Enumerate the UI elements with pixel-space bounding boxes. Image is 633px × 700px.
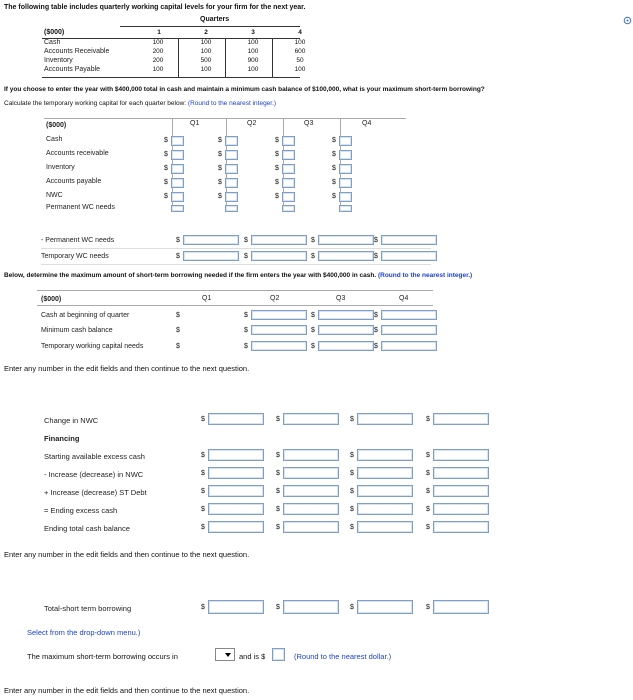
- q2-st-debt-input[interactable]: [283, 485, 339, 497]
- intro-text: The following table includes quarterly working capital levels for your firm for the next year.: [4, 4, 306, 11]
- q4-min-cash-input[interactable]: [381, 325, 437, 335]
- question-text: If you choose to enter the year with $400,000 total in cash and maintain a minimum cash balance of $100,000, what is your maximum short-term borrowing?: [4, 86, 485, 93]
- q1-change-nwc-input[interactable]: [208, 413, 264, 425]
- q1-ar-input[interactable]: [171, 150, 184, 160]
- q2-starting-excess-input[interactable]: [283, 449, 339, 461]
- q3-st-debt-input[interactable]: [357, 485, 413, 497]
- q4-temp-wc-needs-input[interactable]: [381, 341, 437, 351]
- q3-change-nwc-input[interactable]: [357, 413, 413, 425]
- q2-permanent-wc-input[interactable]: [251, 235, 307, 245]
- q4-ap-input[interactable]: [339, 178, 352, 188]
- q1-st-debt-input[interactable]: [208, 485, 264, 497]
- quarter-dropdown[interactable]: [215, 648, 235, 661]
- q2-ar-input[interactable]: [225, 150, 238, 160]
- row-label: Cash: [44, 39, 61, 46]
- q4-nwc-input[interactable]: [339, 192, 352, 202]
- q3-temp-wc-needs-input[interactable]: [318, 341, 374, 351]
- q3-min-cash-input[interactable]: [318, 325, 374, 335]
- q4-beginning-cash-input[interactable]: [381, 310, 437, 320]
- q2-total-borrowing-input[interactable]: [283, 600, 339, 614]
- q3-perm-input[interactable]: [282, 205, 295, 212]
- q4-st-debt-input[interactable]: [433, 485, 489, 497]
- q1-nwc-input[interactable]: [171, 192, 184, 202]
- q3-starting-excess-input[interactable]: [357, 449, 413, 461]
- q2-ending-excess-input[interactable]: [283, 503, 339, 515]
- q1-total-borrowing-input[interactable]: [208, 600, 264, 614]
- q4-inventory-input[interactable]: [339, 164, 352, 174]
- q2-inventory-input[interactable]: [225, 164, 238, 174]
- q3-inventory-input[interactable]: [282, 164, 295, 174]
- q2-nwc-input[interactable]: [225, 192, 238, 202]
- q4-total-borrowing-input[interactable]: [433, 600, 489, 614]
- max-sentence: The maximum short-term borrowing occurs in: [27, 652, 178, 661]
- q2-perm-input[interactable]: [225, 205, 238, 212]
- q3-cash-input[interactable]: [282, 136, 295, 146]
- row-label: Inventory: [44, 57, 73, 64]
- info-icon[interactable]: [623, 16, 632, 25]
- q2-temporary-wc-input[interactable]: [251, 251, 307, 261]
- enter-note: Enter any number in the edit fields and then continue to the next question.: [4, 364, 250, 373]
- q1-temporary-wc-input[interactable]: [183, 251, 239, 261]
- q4-nwc-change-input[interactable]: [433, 467, 489, 479]
- max-borrowing-input[interactable]: [272, 648, 285, 661]
- q4-permanent-wc-input[interactable]: [381, 235, 437, 245]
- q3-permanent-wc-input[interactable]: [318, 235, 374, 245]
- q3-ap-input[interactable]: [282, 178, 295, 188]
- q3-ar-input[interactable]: [282, 150, 295, 160]
- q4-starting-excess-input[interactable]: [433, 449, 489, 461]
- q3-beginning-cash-input[interactable]: [318, 310, 374, 320]
- q2-nwc-change-input[interactable]: [283, 467, 339, 479]
- q1-inventory-input[interactable]: [171, 164, 184, 174]
- row-label: Accounts Receivable: [44, 48, 110, 55]
- quarters-header: Quarters: [200, 16, 230, 23]
- q4-ar-input[interactable]: [339, 150, 352, 160]
- unit-label: ($000): [44, 29, 65, 36]
- q2-ap-input[interactable]: [225, 178, 238, 188]
- q4-cash-input[interactable]: [339, 136, 352, 146]
- q4-ending-cash-input[interactable]: [433, 521, 489, 533]
- q3-ending-excess-input[interactable]: [357, 503, 413, 515]
- chevron-down-icon: [216, 649, 234, 660]
- q4-ending-excess-input[interactable]: [433, 503, 489, 515]
- q2-ending-cash-input[interactable]: [283, 521, 339, 533]
- q1-ending-excess-input[interactable]: [208, 503, 264, 515]
- q1-permanent-wc-input[interactable]: [183, 235, 239, 245]
- dropdown-note: Select from the drop-down menu.): [27, 628, 141, 637]
- enter-note-3: Enter any number in the edit fields and then continue to the next question.: [4, 686, 250, 695]
- row-label: Accounts Payable: [44, 66, 101, 73]
- q4-temporary-wc-input[interactable]: [381, 251, 437, 261]
- q2-change-nwc-input[interactable]: [283, 413, 339, 425]
- q1-perm-input[interactable]: [171, 205, 184, 212]
- q1-ap-input[interactable]: [171, 178, 184, 188]
- q1-nwc-change-input[interactable]: [208, 467, 264, 479]
- q3-ending-cash-input[interactable]: [357, 521, 413, 533]
- q1-cash-input[interactable]: [171, 136, 184, 146]
- q3-nwc-change-input[interactable]: [357, 467, 413, 479]
- q3-nwc-input[interactable]: [282, 192, 295, 202]
- q3-temporary-wc-input[interactable]: [318, 251, 374, 261]
- q2-beginning-cash-input[interactable]: [251, 310, 307, 320]
- below-instruction: Below, determine the maximum amount of short-term borrowing needed if the firm enters the year with $400,000 in cash. (Round to the nearest integer.): [4, 272, 473, 279]
- q2-cash-input[interactable]: [225, 136, 238, 146]
- calc-instruction: Calculate the temporary working capital for each quarter below: (Round to the nearest integer.): [4, 100, 277, 107]
- q2-temp-wc-needs-input[interactable]: [251, 341, 307, 351]
- q3-total-borrowing-input[interactable]: [357, 600, 413, 614]
- enter-note-2: Enter any number in the edit fields and then continue to the next question.: [4, 550, 250, 559]
- q1-ending-cash-input[interactable]: [208, 521, 264, 533]
- q2-min-cash-input[interactable]: [251, 325, 307, 335]
- q4-perm-input[interactable]: [339, 205, 352, 212]
- q1-starting-excess-input[interactable]: [208, 449, 264, 461]
- q4-change-nwc-input[interactable]: [433, 413, 489, 425]
